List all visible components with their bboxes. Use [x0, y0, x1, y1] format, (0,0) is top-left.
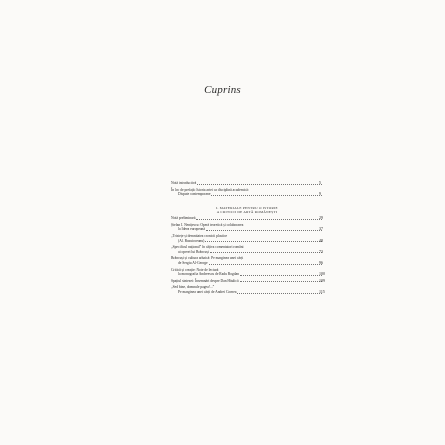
toc-page-number: 29 [319, 215, 323, 221]
dot-leader [196, 219, 322, 220]
toc-entry-text-cont: la monografia Andreescu de Radu Bogdan [178, 272, 239, 277]
toc-page-number: 73 [319, 248, 323, 254]
toc-entry-text: „Sed bine, domnule pagea!...” [171, 285, 215, 290]
toc-entry [171, 188, 323, 197]
toc-entry [171, 256, 323, 265]
toc-entry [171, 285, 323, 294]
toc-entry-text: „Specificul național” în câțiva comentatori români [171, 245, 244, 250]
toc-entry [171, 268, 323, 277]
toc-entry [171, 216, 323, 221]
toc-entry-text: Spațiul sintezei: Însemnări despre Dan Hăulică [171, 278, 239, 283]
toc-page-number: 109 [319, 277, 325, 283]
toc-entry [171, 223, 323, 232]
toc-page-number: 100 [319, 271, 325, 277]
toc-entry [171, 234, 323, 243]
toc-page-number: 9 [319, 191, 321, 197]
toc-entry-text-cont: Dispute contemporane [178, 192, 211, 197]
toc-entry [171, 245, 323, 254]
toc-page-number: 48 [319, 237, 323, 243]
toc-entry-text: „Tristețe și demnitatea cronicii plastice [171, 233, 228, 238]
section-heading-line: A CRITICII DE ARTĂ ROMÂNEȘTI [216, 209, 278, 214]
toc-entry-text: Brâncuși și cultura arhaică: Pe marginea unei cărți [171, 256, 244, 261]
dot-leader [205, 241, 322, 242]
toc-entry [171, 181, 323, 186]
toc-entry-text: Ștefan I. Nenițescu: Operă teoretică și colaborarea [171, 222, 244, 227]
table-of-contents [171, 181, 323, 295]
section-heading [171, 206, 323, 214]
dot-leader [206, 230, 322, 231]
section-heading-line: I. MATERIALE PENTRU O ISTORIE [216, 205, 278, 210]
dot-leader [237, 293, 322, 294]
dot-leader [210, 252, 322, 253]
toc-entry-text-cont: de Sergiu Al-George [178, 260, 208, 265]
toc-page-number: 5 [319, 180, 321, 185]
toc-entry-text: Notă preliminară [171, 216, 196, 221]
toc-page-number: 37 [319, 226, 323, 232]
toc-entry [171, 279, 323, 284]
toc-page-number: 96 [319, 259, 323, 265]
toc-entry-text: Critică și creație: Note de lectură [171, 267, 219, 272]
dot-leader [197, 184, 322, 185]
toc-entry-text-cont: la Ideea europeană [178, 227, 205, 232]
toc-entry-text-cont: (Al. Busuioceanu) [178, 238, 205, 243]
dot-leader [209, 264, 322, 265]
toc-entry-text: Notă introductivă [171, 181, 197, 185]
toc-entry-text-cont: Pe marginea unei cărți de Andrei Cornea [178, 289, 237, 294]
dot-leader [240, 281, 322, 282]
toc-entry-text: În loc de prefață: Istoria artei ca disciplină academică: [171, 187, 249, 192]
page-title: Cuprins [204, 84, 241, 96]
dot-leader [240, 275, 322, 276]
dot-leader [211, 195, 322, 196]
toc-entry-text-cont: ai operei lui Brâncuși [178, 249, 209, 254]
toc-page-number: 115 [319, 288, 325, 294]
